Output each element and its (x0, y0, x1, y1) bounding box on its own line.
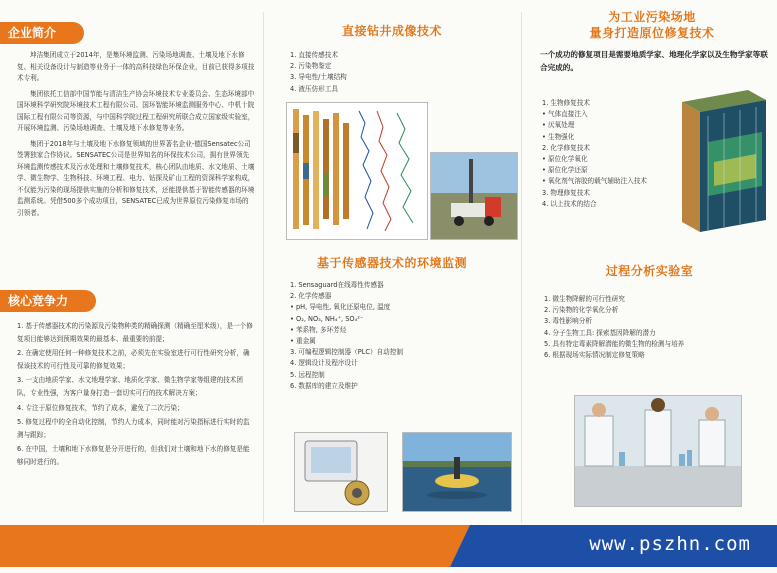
drilling-item: 1. 直接传感技术 (290, 51, 338, 59)
insitu-item: 3. 物理修复技术 (542, 188, 590, 197)
sensor-item: 1. Sensaguard在线毒性传感器 (290, 281, 384, 289)
insitu-item: 2. 化学修复技术 (542, 143, 590, 152)
monitoring-buoy-photo (402, 432, 512, 512)
insitu-heading-line2: 量身打造原位修复技术 (589, 26, 715, 40)
core-competence-list (17, 320, 255, 471)
intro-paragraph: 集团于2018年与土壤及地下水修复领域的世界著名企业-德国Sensatec公司签署独家合作协议。SENSATEC公司是世界知名的环保技术公司，拥有世界领先环境监测传感技术及污水处理和土壤修复技术，核心团队由地质、水文地质、土壤学、微生物学、生物科技、环境工程、电力、钻探及矿山工程的资深科学家构成，不仅能为污染的现场提供实施的分析和修复技术，还能提供基于智能传感器的环境监测系统。凭借500多个成功项目，SENSATEC已成为世界原位污染修复市场的引领者。 (17, 139, 255, 217)
sensor-subitem: • O₂, NO₃, NH₄⁺, SO₄²⁻ (290, 314, 516, 325)
left-column (0, 0, 262, 519)
intro-paragraph: 集团依托工信部中国节能与清洁生产协会环境技术专业委员会、生态环境部中国环境科学研究院环境技术工程有限公司、国环智能环境监测服务中心、中机十院国际工程有限公司等资源，与中国科学院过程工程研究所联合成立国家级实验室，开展环境监测、污染场地调查、土壤及地下水修复等业务。 (17, 89, 255, 132)
lab-item: 6. 根据现场实际情况制定修复策略 (544, 351, 645, 360)
insitu-subitem: • 原位化学氧化 (542, 154, 682, 165)
sensor-item: 4. 逻辑设计及程序设计 (290, 359, 358, 368)
insitu-subitem: • 氧化剂气溶胶的载气辅助注入技术 (542, 176, 682, 187)
company-intro-heading: 企业简介 (0, 22, 84, 44)
sensor-subitem: • 重金属 (290, 336, 516, 347)
insitu-heading-line1: 为工业污染场地 (608, 10, 696, 24)
lab-item: 4. 分子生物工具: 探索基因降解的潜力 (544, 328, 656, 337)
profile-traces (359, 111, 413, 231)
core-item: 3. 一支由地质学家、水文地理学家、地质化学家、微生物学家等组建的技术团队，专业性强，为客户量身打造一套切实可行的技术解决方案； (17, 376, 243, 397)
drilling-heading: 直接钻井成像技术 (341, 24, 442, 38)
core-competence-heading: 核心竞争力 (0, 290, 96, 312)
core-item: 6. 在中国，土壤和地下水修复是分开进行的，但我们对土壤和地下水的修复是能够同时进行的。 (17, 445, 250, 466)
drilling-item: 3. 导电性/土壤结构 (290, 73, 347, 82)
lab-item: 5. 具有特定毒素降解潜能的微生物的检测与培养 (544, 339, 685, 348)
lab-item: 3. 毒性影响分析 (544, 317, 592, 326)
company-intro-text (17, 50, 255, 223)
sensor-item: 2. 化学传感器 (290, 292, 332, 301)
sensor-subitem: • 苯系物, 多环芳烃 (290, 325, 516, 336)
drill-rig-photo (430, 152, 518, 240)
drilling-item: 2. 污染物鉴定 (290, 62, 332, 71)
sensor-item: 3. 可编程逻辑控制器（PLC）自动控制 (290, 348, 403, 357)
lab-list (544, 294, 772, 361)
sensor-monitoring-heading: 基于传感器技术的环境监测 (316, 256, 467, 270)
sensor-item: 6. 数据库的建立及维护 (290, 381, 358, 390)
sensor-device-photo (294, 432, 388, 512)
drilling-item: 4. 液压仿形工具 (290, 84, 338, 93)
insitu-subitem: • 原位化学还原 (542, 165, 682, 176)
drilling-list (290, 50, 400, 95)
insitu-subitem: • 生物强化 (542, 132, 682, 143)
insitu-item: 1. 生物修复技术 (542, 99, 590, 107)
sensor-item: 5. 远程控制 (290, 370, 325, 379)
lab-item: 1. 微生物降解的可行性研究 (544, 295, 625, 303)
laboratory-photo (574, 395, 742, 507)
watermark-text: www.pszhn.com (589, 533, 751, 555)
core-item: 5. 修复过程中的全自动化控制，节约人力成本，同时能对污染指标进行实时的监测与跟踪； (17, 418, 250, 439)
lab-heading: 过程分析实验室 (605, 264, 694, 278)
footer-band (0, 519, 777, 573)
insitu-subitem: • 厌氧处理 (542, 120, 682, 131)
drilling-log-figure (286, 102, 428, 240)
core-item: 1. 基于传感器技术的污染源及污染物种类的精确探测（精确至厘米级），是一个修复项目能够达到预期效果的最基本、最重要的前提； (17, 322, 253, 343)
insitu-list (542, 98, 682, 210)
subsurface-model-figure (678, 82, 770, 238)
core-item: 4. 专注于原位修复技术，节约了成本，避免了二次污染； (17, 403, 184, 412)
right-column (522, 0, 777, 519)
core-item: 2. 在确定使用任何一种修复技术之前，必须先在实验室进行可行性研究分析，确保该技术的可行性及可靠的修复效果； (17, 349, 250, 370)
middle-column (264, 0, 520, 519)
insitu-item: 4. 以上技术的结合 (542, 199, 597, 208)
intro-paragraph: 坤洁集团成立于2014年，是集环境监测、污染场地调查、土壤及地下水修复、相关设备设计与制造等业务于一体的高科技绿色环保企业，目前已获得多项技术专利。 (17, 51, 255, 82)
lab-item: 2. 污染物的化学氧化分析 (544, 306, 619, 315)
insitu-intro: 一个成功的修复项目是需要地质学家、地理化学家以及生物学家等联合完成的。 (540, 50, 768, 72)
sensor-subitem: • pH, 导电性, 氧化还原电位, 温度 (290, 302, 516, 313)
borehole-logs (293, 109, 349, 229)
sensor-list (290, 280, 516, 392)
insitu-subitem: • 气体直接注入 (542, 109, 682, 120)
